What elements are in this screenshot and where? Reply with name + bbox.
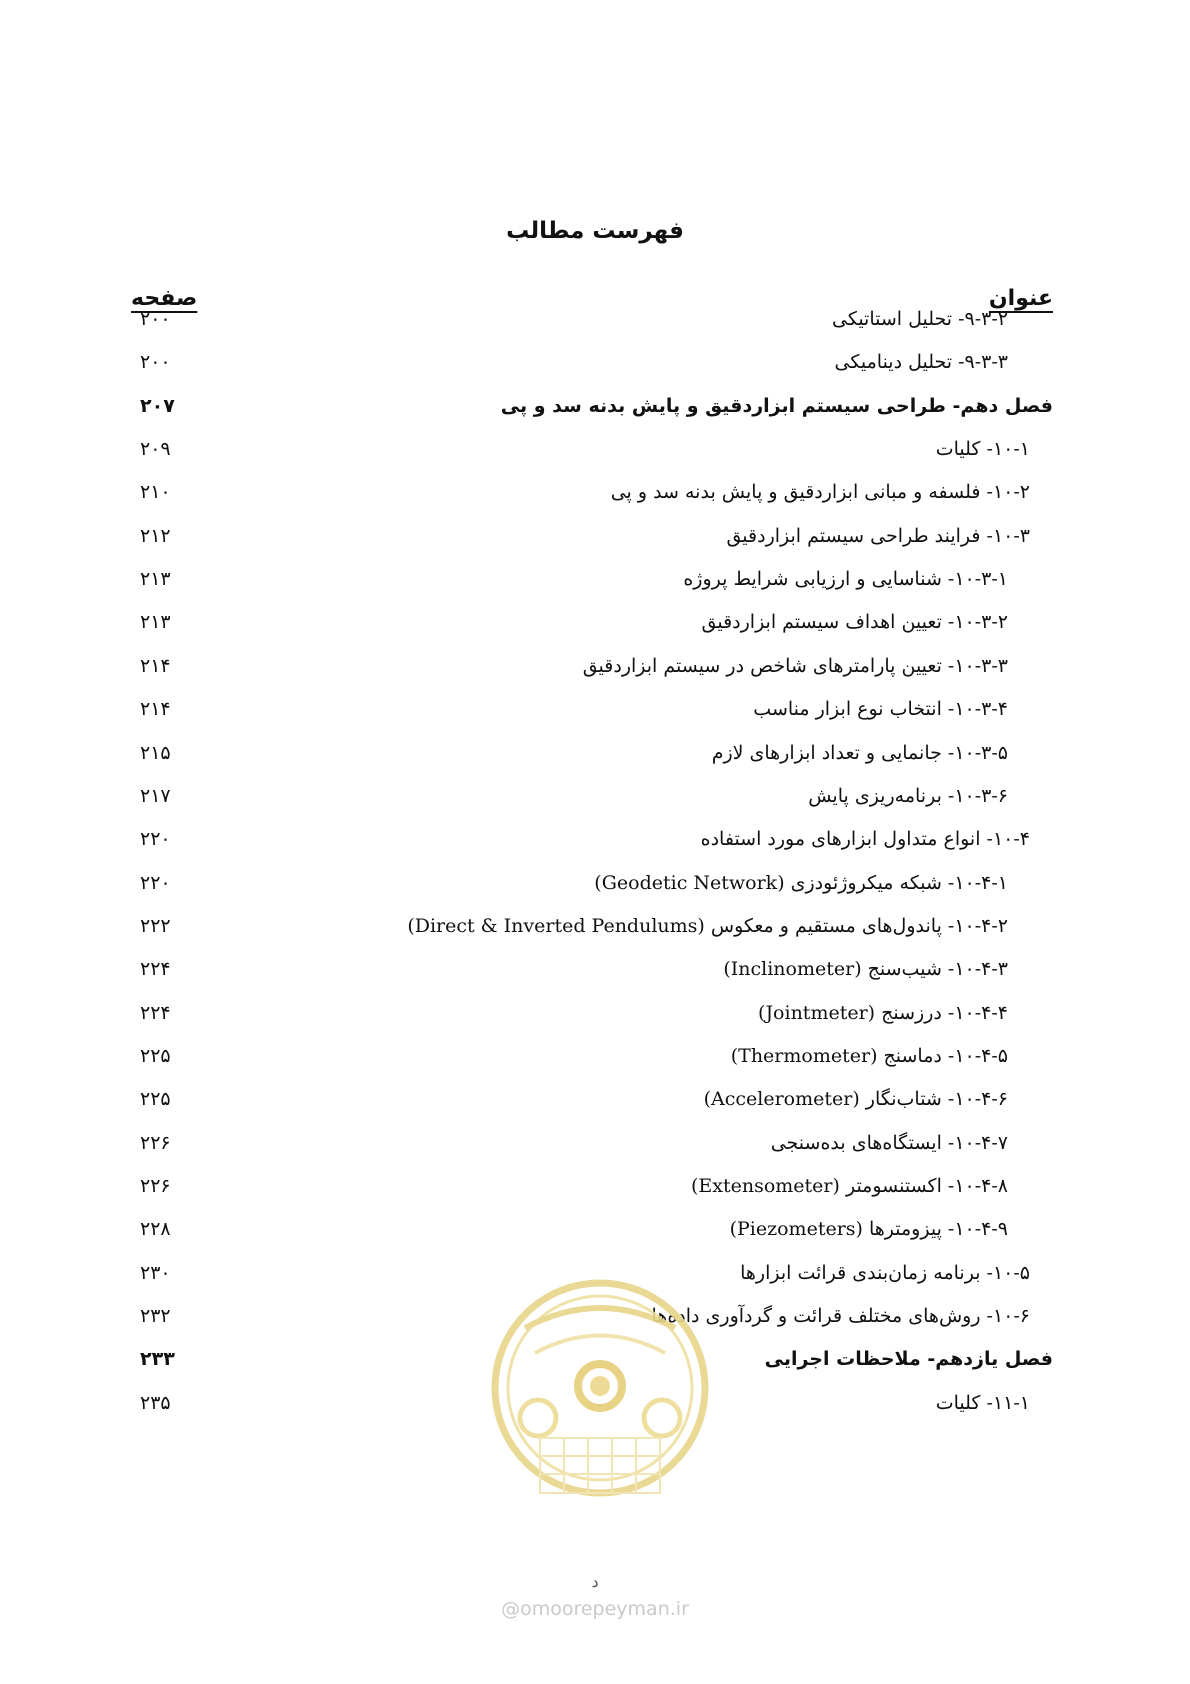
toc-entry-title: ۱۰-۴-۷- ایستگاه‌های بده‌سنجی	[770, 1131, 1008, 1154]
toc-row	[0, 517, 1190, 563]
toc-row	[0, 1167, 1190, 1213]
column-header-title: عنوان	[988, 286, 1053, 311]
toc-entry-title: ۱۰-۴-۳- شیب‌سنج (Inclinometer)	[723, 958, 1008, 981]
toc-entry-page: ۲۳۳	[140, 1348, 175, 1371]
toc-entry-page: ۲۰۰	[140, 308, 171, 330]
toc-entry-page: ۲۲۴	[140, 1001, 171, 1024]
toc-entry-title: ۱۰-۳-۲- تعیین اهداف سیستم ابزاردقیق	[701, 611, 1008, 634]
toc-entry-title: ۱۱-۱- کلیات	[935, 1391, 1030, 1414]
toc-entry-page: ۲۲۶	[140, 1175, 171, 1197]
toc-entry-title: ۱۰-۴-۱- شبکه میکروژئودزی (Geodetic Network)	[594, 871, 1008, 894]
toc-entry-page: ۲۳۲	[140, 1305, 171, 1328]
toc-entry-title: ۱۰-۶- روش‌های مختلف قرائت و گردآوری داده‌ها	[651, 1305, 1030, 1328]
toc-entry-page: ۲۲۴	[140, 958, 171, 981]
toc-entry-page: ۲۳۵	[140, 1391, 171, 1414]
toc-row	[0, 1124, 1190, 1170]
toc-entry-title: ۱۰-۳-۵- جانمایی و تعداد ابزارهای لازم	[711, 741, 1008, 764]
toc-entry-page: ۲۱۰	[140, 481, 171, 504]
toc-row	[0, 690, 1190, 736]
toc-row	[0, 777, 1190, 823]
toc-row	[0, 994, 1190, 1040]
toc-chapter-row	[0, 1340, 1190, 1386]
toc-entry-title: ۹-۳-۳- تحلیل دینامیکی	[834, 351, 1008, 374]
toc-entry-page: ۲۰۰	[140, 351, 171, 374]
watermark-url: @omoorepeyman.ir	[501, 1598, 689, 1620]
toc-row	[0, 603, 1190, 649]
toc-entry-page: ۲۱۲	[140, 524, 171, 547]
toc-row	[0, 1254, 1190, 1300]
toc-entry-title: ۱۰-۳-۱- شناسایی و ارزیابی شرایط پروژه	[683, 568, 1008, 591]
toc-entry-page: ۲۱۴	[140, 654, 171, 677]
toc-entry-page: ۲۱۴	[140, 698, 171, 721]
toc-entry-title: ۱۰-۳-۴- انتخاب نوع ابزار مناسب	[753, 698, 1008, 721]
toc-row	[0, 343, 1190, 389]
toc-row	[0, 1297, 1190, 1343]
toc-entry-page: ۲۱۵	[140, 741, 171, 764]
page-number: د	[591, 1572, 599, 1591]
toc-entry-page: ۲۱۳	[140, 611, 171, 634]
toc-row	[0, 1384, 1190, 1430]
toc-entry-page: ۲۲۸	[140, 1218, 171, 1241]
toc-entry-page: ۲۱۳	[140, 568, 171, 591]
toc-row	[0, 430, 1190, 476]
toc-entry-page: ۲۲۰	[140, 871, 171, 894]
toc-row	[0, 1210, 1190, 1256]
toc-entry-page: ۲۲۵	[140, 1044, 171, 1067]
toc-row	[0, 473, 1190, 519]
toc-row	[0, 647, 1190, 693]
toc-row	[0, 864, 1190, 910]
toc-row	[0, 907, 1190, 953]
toc-entry-title: ۱۰-۳-۳- تعیین پارامترهای شاخص در سیستم ابزاردقیق	[582, 654, 1008, 677]
toc-entry-title: ۱۰-۳-۶- برنامه‌ریزی پایش	[808, 784, 1008, 807]
toc-row	[0, 1080, 1190, 1126]
toc-entry-page: ۲۲۵	[140, 1088, 171, 1111]
toc-entry-title: ۱۰-۴-۹- پیزومترها (Piezometers)	[729, 1218, 1008, 1241]
toc-entry-title: ۹-۳-۲- تحلیل استاتیکی	[831, 308, 1008, 330]
toc-entry-title: فصل یازدهم- ملاحظات اجرایی	[764, 1348, 1053, 1371]
toc-entry-title: ۱۰-۵- برنامه زمان‌بندی قرائت ابزارها	[740, 1261, 1030, 1284]
toc-entry-title: ۱۰-۲- فلسفه و مبانی ابزاردقیق و پایش بدنه سد و پی	[610, 481, 1030, 504]
toc-entry-page: ۲۰۷	[140, 394, 175, 417]
toc-entry-title: ۱۰-۴-۶- شتاب‌نگار (Accelerometer)	[703, 1088, 1008, 1111]
toc-entry-title: ۱۰-۴- انواع متداول ابزارهای مورد استفاده	[700, 828, 1030, 851]
toc-entry-title: ۱۰-۱- کلیات	[935, 438, 1030, 461]
toc-entry-title: ۱۰-۴-۸- اکستنسومتر (Extensometer)	[690, 1175, 1008, 1197]
toc-row	[0, 734, 1190, 780]
toc-entry-title: ۱۰-۳- فرایند طراحی سیستم ابزاردقیق	[726, 524, 1030, 547]
toc-entry-page: ۲۲۲	[140, 914, 171, 937]
toc-entry-title: ۱۰-۴-۴- درزسنج (Jointmeter)	[758, 1001, 1008, 1024]
toc-row	[0, 820, 1190, 866]
toc-entry-title: فصل دهم- طراحی سیستم ابزاردقیق و پایش بدنه سد و پی	[500, 394, 1053, 417]
toc-entry-page: ۲۲۰	[140, 828, 171, 851]
toc-row	[0, 1037, 1190, 1083]
toc-entry-title: ۱۰-۴-۲- پاندول‌های مستقیم و معکوس (Direct & Inverted Pendulums)	[407, 914, 1008, 937]
toc-entry-page: ۲۱۷	[140, 784, 171, 807]
toc-entry-page: ۲۰۹	[140, 438, 171, 461]
toc-chapter-row	[0, 387, 1190, 433]
column-header-page: صفحه	[131, 286, 198, 311]
toc-row	[0, 300, 1190, 346]
toc-row	[0, 950, 1190, 996]
page-title: فهرست مطالب	[506, 218, 684, 244]
toc-entry-title: ۱۰-۴-۵- دماسنج (Thermometer)	[730, 1044, 1008, 1067]
toc-row	[0, 560, 1190, 606]
toc-entry-page: ۲۲۶	[140, 1131, 171, 1154]
toc-entry-page: ۲۳۰	[140, 1261, 171, 1284]
